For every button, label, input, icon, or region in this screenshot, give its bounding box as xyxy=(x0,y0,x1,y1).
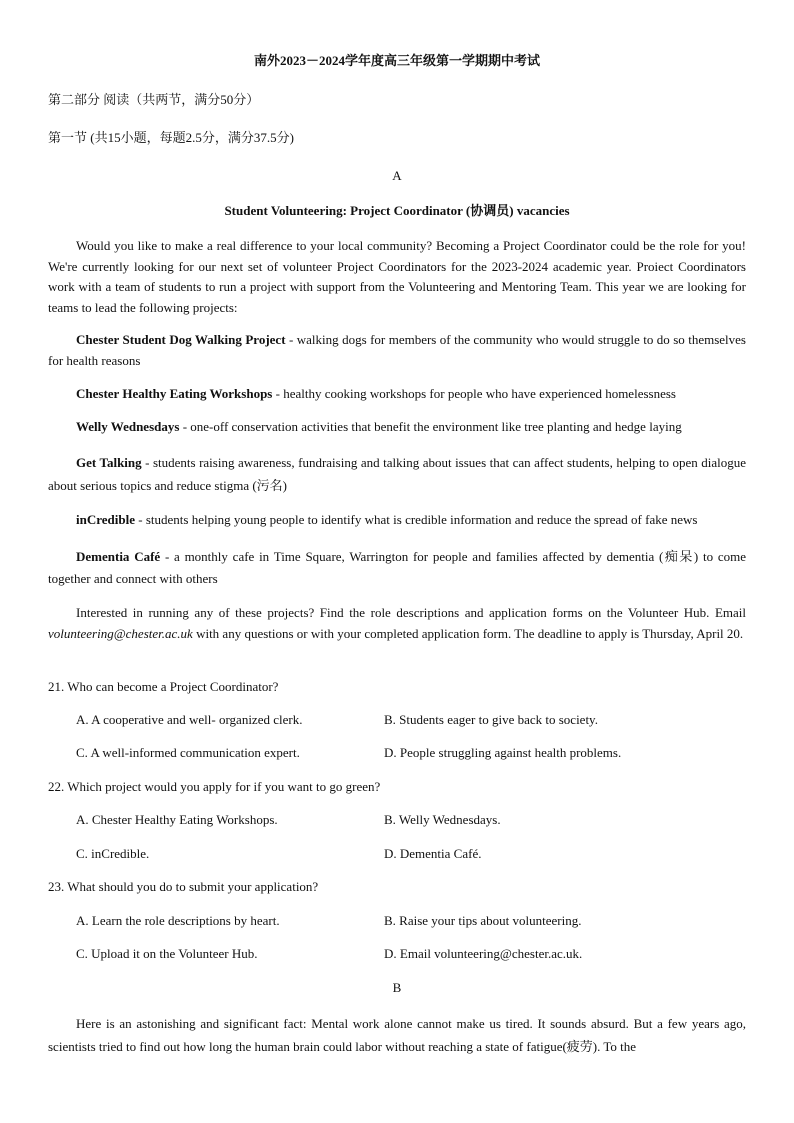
passage-a-label: A xyxy=(392,168,402,183)
project-item xyxy=(48,417,746,438)
project-desc: - walking dogs for members of the community who would struggle to do so themselves for health reasons xyxy=(48,332,746,368)
question-stem: 21. Who can become a Project Coordinator? xyxy=(48,679,279,694)
closing-text: Interested in running any of these projects? Find the role descriptions and application forms on the Volunteer Hub. Email xyxy=(76,605,746,620)
answer-option: B. Welly Wednesdays. xyxy=(384,812,501,827)
project-name: Chester Healthy Eating Workshops xyxy=(76,386,273,401)
project-desc: - students raising awareness, fundraising and talking about issues that can affect students, helping to open dialogue about serious topics and reduce stigma (污名) xyxy=(48,455,746,493)
project-name: Chester Student Dog Walking Project xyxy=(76,332,286,347)
passage-a-intro: Would you like to make a real difference to your local community? Becoming a Project Coordinator could be the role for you! We're currently looking for our next set of volunteer Project Coordinators for the 2023-2024 academic year. Proiect Coordinators work with a team of students to run a project with support from the Volunteering and Mentoring Team. This year we are looking for teams to lead the following projects: xyxy=(48,238,746,315)
part-heading: 第二部分 阅读（共两节，满分50分） xyxy=(48,92,260,107)
answer-option: C. A well-informed communication expert. xyxy=(76,745,300,760)
project-desc: - one-off conservation activities that benefit the environment like tree planting and hedge laying xyxy=(179,419,682,434)
project-item xyxy=(48,451,746,497)
project-item xyxy=(48,330,746,371)
exam-title: 南外2023－2024学年度高三年级第一学期期中考试 xyxy=(253,53,540,68)
answer-option: B. Raise your tips about volunteering. xyxy=(384,913,582,928)
answer-option: A. Learn the role descriptions by heart. xyxy=(76,913,280,928)
project-desc: - healthy cooking workshops for people who have experienced homelessness xyxy=(272,386,676,401)
project-name: Dementia Café xyxy=(76,549,161,564)
answer-option: C. inCredible. xyxy=(76,846,150,861)
question-stem: 23. What should you do to submit your application? xyxy=(48,879,319,894)
project-desc: - a monthly cafe in Time Square, Warrington for people and families affected by dementia (痴呆) to come together and connect with others xyxy=(48,549,747,586)
passage-b-text: Here is an astonishing and significant fact: Mental work alone cannot make us tired. It sounds absurd. But a few years ago, scientists tried to find out how long the human brain could labor without reaching a state of fatigue(疲劳). To the xyxy=(48,1016,746,1054)
answer-option: D. Email volunteering@chester.ac.uk. xyxy=(384,946,583,961)
passage-a-title: Student Volunteering: Project Coordinator (协调员) vacancies xyxy=(224,203,570,218)
passage-b-label: B xyxy=(392,980,402,995)
answer-option: A. A cooperative and well- organized clerk. xyxy=(76,712,303,727)
answer-option: D. People struggling against health problems. xyxy=(384,745,622,760)
email-address: volunteering@chester.ac.uk xyxy=(48,625,193,641)
answer-option: A. Chester Healthy Eating Workshops. xyxy=(76,812,278,827)
project-item xyxy=(48,510,746,531)
section-heading: 第一节 (共15小题，每题2.5分，满分37.5分) xyxy=(48,130,294,145)
project-name: Get Talking xyxy=(76,455,142,470)
project-item xyxy=(48,384,746,405)
project-item xyxy=(48,546,746,590)
answer-option: B. Students eager to give back to society. xyxy=(384,712,598,727)
project-desc: - students helping young people to identify what is credible information and reduce the spread of fake news xyxy=(135,512,698,527)
question-stem: 22. Which project would you apply for if you want to go green? xyxy=(48,779,381,794)
answer-option: D. Dementia Café. xyxy=(384,846,482,861)
passage-a-closing xyxy=(48,603,746,644)
closing-text: with any questions or with your completed application form. The deadline to apply is Thursday, April 20. xyxy=(192,625,744,641)
project-name: Welly Wednesdays xyxy=(76,419,180,434)
project-name: inCredible xyxy=(76,512,135,527)
answer-option: C. Upload it on the Volunteer Hub. xyxy=(76,946,258,961)
